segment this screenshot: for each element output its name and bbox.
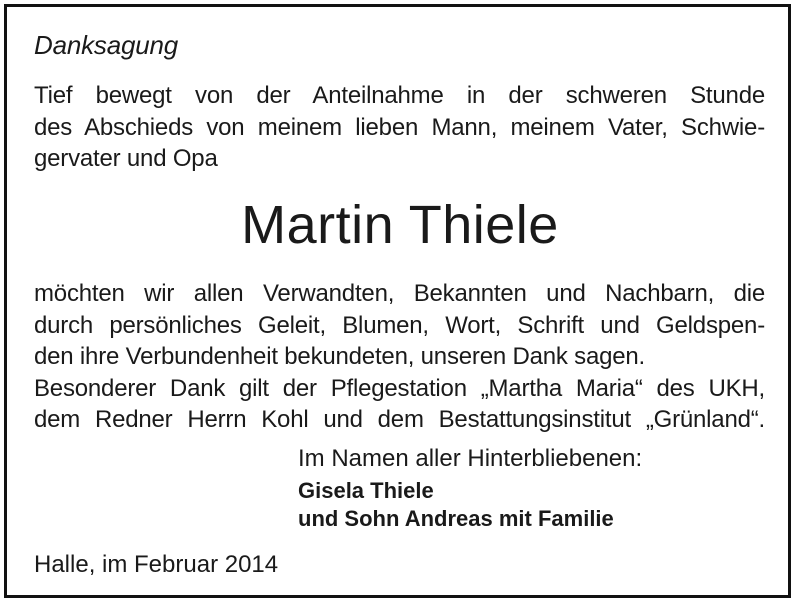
thanks-line: dem Redner Herrn Kohl und dem Bestattungsinstitut „Grünland“. — [34, 406, 765, 433]
thanks-line: Besonderer Dank gilt der Pflegestation „Martha Maria“ des UKH, — [34, 374, 765, 402]
signer-line: und Sohn Andreas mit Familie — [298, 506, 614, 531]
heading: Danksagung — [34, 30, 178, 60]
deceased-name: Martin Thiele — [241, 195, 559, 255]
place-date: Halle, im Februar 2014 — [34, 551, 279, 578]
intro-line: Tief bewegt von der Anteilnahme in der schweren Stunde — [34, 82, 765, 109]
signature-intro: Im Namen aller Hinterbliebenen: — [298, 445, 643, 472]
signers-block — [298, 477, 614, 533]
thanks-paragraph — [34, 278, 765, 436]
signer-line: Gisela Thiele — [298, 478, 434, 503]
intro-line: gervater und Opa — [34, 145, 218, 172]
thanks-line: durch persönliches Geleit, Blumen, Wort, Schrift und Geldspen- — [34, 311, 765, 339]
thanks-line: den ihre Verbundenheit bekundeten, unseren Dank sagen. — [34, 343, 646, 370]
thanks-line: möchten wir allen Verwandten, Bekannten und Nachbarn, die — [34, 280, 765, 307]
intro-paragraph — [34, 80, 765, 175]
intro-line: des Abschieds von meinem lieben Mann, meinem Vater, Schwie- — [34, 113, 765, 141]
